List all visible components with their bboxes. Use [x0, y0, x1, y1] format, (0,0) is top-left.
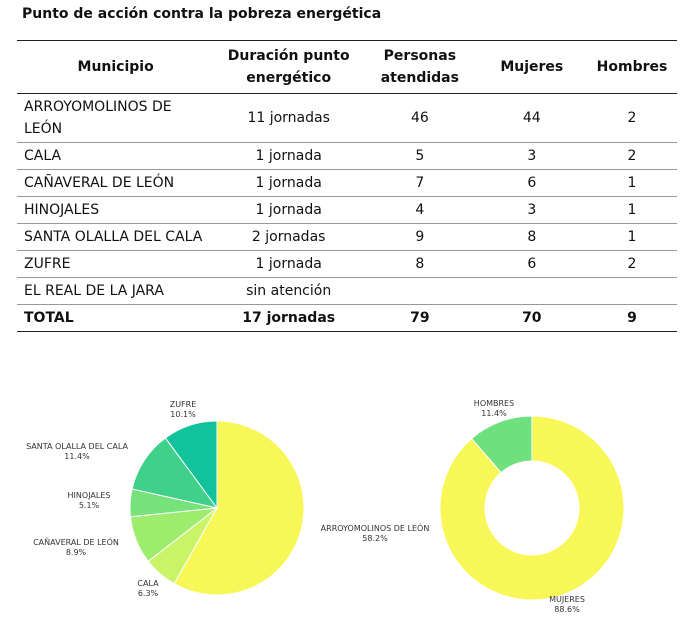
cell-duracion: sin atención — [246, 283, 332, 299]
total-personas: 79 — [410, 310, 430, 326]
cell-personas — [363, 278, 477, 305]
slice-label-zufre: ZUFRE — [169, 400, 197, 409]
cell-duracion: 1 jornada — [255, 148, 322, 164]
slice-value-canaveral-de-leon: 8.9% — [65, 548, 87, 557]
cell-duracion: 2 jornadas — [251, 229, 326, 245]
cell-municipio: ARROYOMOLINOS DE LEÓN — [24, 99, 172, 137]
table-row — [17, 94, 677, 143]
cell-mujeres — [477, 278, 587, 305]
total-label: TOTAL — [24, 310, 74, 326]
cell-personas: 5 — [415, 148, 425, 164]
cell-mujeres: 8 — [527, 229, 537, 245]
page-title: Punto de acción contra la pobreza energética — [22, 6, 382, 22]
cell-municipio: SANTA OLALLA DEL CALA — [24, 229, 203, 245]
header-hombres: Hombres — [596, 59, 668, 75]
cell-hombres: 1 — [627, 202, 637, 218]
cell-duracion: 1 jornada — [255, 256, 322, 272]
total-mujeres: 70 — [522, 310, 542, 326]
total-hombres: 9 — [627, 310, 637, 326]
slice-value-cala: 6.3% — [137, 589, 159, 598]
slice-value-hinojales: 5.1% — [78, 501, 100, 510]
header-mujeres: Mujeres — [500, 59, 564, 75]
slice-label-cala: CALA — [137, 579, 159, 588]
energy-poverty-table — [17, 40, 677, 332]
cell-hombres — [587, 278, 677, 305]
slice-label-santa-olalla-del-cala: SANTA OLALLA DEL CALA — [26, 442, 128, 451]
total-row — [17, 305, 677, 332]
cell-municipio: CALA — [24, 148, 62, 164]
slice-label-arroyomolinos-de-leon: ARROYOMOLINOS DE LEÓN — [320, 524, 430, 533]
cell-hombres: 2 — [627, 110, 637, 126]
municipality-pie-chart — [26, 400, 429, 598]
cell-mujeres: 3 — [527, 148, 537, 164]
cell-hombres: 1 — [627, 229, 637, 245]
slice-value-arroyomolinos-de-leon: 58.2% — [362, 534, 388, 543]
total-duracion: 17 jornadas — [242, 310, 336, 326]
cell-duracion: 11 jornadas — [247, 110, 330, 126]
cell-mujeres: 3 — [527, 202, 537, 218]
header-personas: Personas atendidas — [380, 48, 459, 86]
cell-municipio: CAÑAVERAL DE LEÓN — [24, 175, 175, 191]
cell-personas: 7 — [415, 175, 425, 191]
table-row — [17, 278, 677, 305]
cell-mujeres: 44 — [522, 110, 541, 126]
cell-personas: 4 — [415, 202, 425, 218]
cell-duracion: 1 jornada — [255, 175, 322, 191]
table-row — [17, 251, 677, 278]
table-row — [17, 197, 677, 224]
cell-municipio: EL REAL DE LA JARA — [24, 283, 164, 299]
cell-duracion: 1 jornada — [255, 202, 322, 218]
cell-mujeres: 6 — [527, 256, 537, 272]
table-row — [17, 170, 677, 197]
cell-personas: 46 — [410, 110, 429, 126]
slice-label-hombres: HOMBRES — [473, 399, 515, 408]
slice-label-mujeres: MUJERES — [549, 595, 585, 604]
slice-value-santa-olalla-del-cala: 11.4% — [64, 452, 90, 461]
cell-hombres: 1 — [627, 175, 637, 191]
gender-donut-chart — [440, 399, 624, 614]
slice-label-canaveral-de-leon: CAÑAVERAL DE LEÓN — [33, 538, 119, 547]
slice-value-hombres: 11.4% — [481, 409, 507, 418]
cell-mujeres: 6 — [527, 175, 537, 191]
slice-label-hinojales: HINOJALES — [67, 491, 111, 500]
cell-municipio: ZUFRE — [24, 256, 71, 272]
cell-hombres: 2 — [627, 148, 637, 164]
table-header-row — [17, 41, 677, 94]
cell-personas: 8 — [415, 256, 425, 272]
slice-value-zufre: 10.1% — [170, 410, 196, 419]
slice-value-mujeres: 88.6% — [554, 605, 580, 614]
cell-municipio: HINOJALES — [24, 202, 100, 218]
header-duracion: Duración punto energético — [227, 48, 350, 86]
table-row — [17, 224, 677, 251]
cell-personas: 9 — [415, 229, 425, 245]
charts-area — [0, 360, 700, 630]
cell-hombres: 2 — [627, 256, 637, 272]
header-municipio: Municipio — [77, 59, 154, 75]
table-row — [17, 143, 677, 170]
